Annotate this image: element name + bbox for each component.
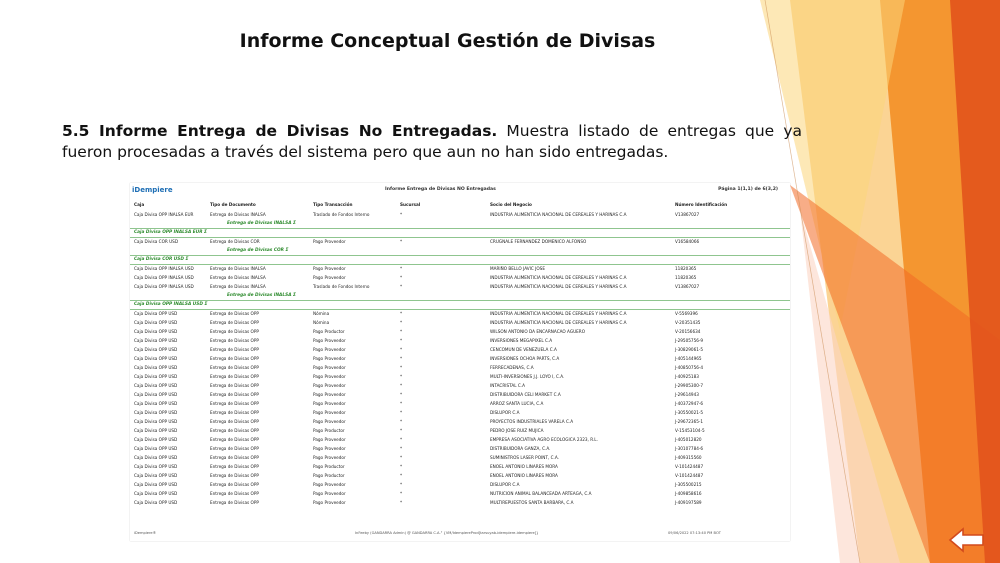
report-column-headers <box>130 202 790 210</box>
cell-transaccion: Pago Productor <box>313 473 345 478</box>
cell-transaccion: Traslado de Fondos Interno <box>313 284 370 289</box>
cell-caja: Caja Divisa OPP USD <box>134 464 178 469</box>
slide-title: Informe Conceptual Gestión de Divisas <box>239 30 656 52</box>
cell-tipo: Entrega de Divisas OPP <box>210 410 259 415</box>
report-footer <box>130 531 790 537</box>
cell-sucursal: * <box>400 410 403 415</box>
cell-caja: Caja Divisa OPP INALSA USD <box>134 266 194 271</box>
cell-sucursal: * <box>400 473 403 478</box>
group-divider <box>130 237 790 238</box>
cell-tipo: Entrega de Divisas OPP <box>210 437 259 442</box>
cell-sucursal: * <box>400 284 403 289</box>
cell-numero: J-40372947-6 <box>675 401 704 406</box>
column-header-caja: Caja <box>134 202 145 207</box>
cell-caja: Caja Divisa OPP USD <box>134 356 178 361</box>
table-row <box>130 356 790 365</box>
cell-caja: Caja Divisa COR USD <box>134 239 179 244</box>
cell-sucursal: * <box>400 392 403 397</box>
cell-transaccion: Pago Proveedor <box>313 500 346 505</box>
cell-sucursal: * <box>400 365 403 370</box>
cell-transaccion: Pago Proveedor <box>313 437 346 442</box>
cell-numero: V16584066 <box>675 239 700 244</box>
report-rows <box>130 212 790 509</box>
group-divider <box>130 228 790 229</box>
cell-tipo: Entrega de Divisas OPP <box>210 356 259 361</box>
report-header <box>130 186 790 198</box>
cell-tipo: Entrega de Divisas INALSA <box>210 266 266 271</box>
cell-transaccion: Pago Proveedor <box>313 356 346 361</box>
cell-numero: J-405144965 <box>675 356 702 361</box>
cell-sucursal: * <box>400 356 403 361</box>
table-row <box>130 311 790 320</box>
cell-socio: PROYECTOS INDUSTRIALES VARELA C.A <box>490 419 574 424</box>
footer-right: 09/06/2022 07:13:40 PM BOT <box>668 531 721 535</box>
cell-caja: Caja Divisa OPP USD <box>134 365 178 370</box>
cell-caja: Caja Divisa OPP USD <box>134 428 178 433</box>
cell-caja: Caja Divisa OPP INALSA USD <box>134 275 194 280</box>
cell-socio: INDUSTRIA ALIMENTICIA NACIONAL DE CEREALES Y HARINAS C.A <box>490 275 627 280</box>
table-row <box>130 491 790 500</box>
cell-socio: MULTI-INVERSIONES J.J. LOYO I, C.A. <box>490 374 565 379</box>
cell-numero: J-40850756-4 <box>675 365 704 370</box>
cell-socio: PEDRO JOSE RUIZ MUJICA <box>490 428 544 433</box>
cell-tipo: Entrega de Divisas INALSA <box>210 284 266 289</box>
cell-sucursal: * <box>400 212 403 217</box>
cell-numero: J-29905300-7 <box>675 383 704 388</box>
cell-transaccion: Pago Proveedor <box>313 392 346 397</box>
table-row <box>130 455 790 464</box>
cell-tipo: Entrega de Divisas OPP <box>210 419 259 424</box>
cell-numero: J-30829061-5 <box>675 347 704 352</box>
cell-transaccion: Pago Proveedor <box>313 410 346 415</box>
cell-numero: V-101424487 <box>675 473 704 478</box>
table-row <box>130 473 790 482</box>
cell-numero: V-101424487 <box>675 464 704 469</box>
cell-numero: J-305500215 <box>675 482 702 487</box>
cell-caja: Caja Divisa OPP USD <box>134 311 178 316</box>
cell-caja: Caja Divisa OPP USD <box>134 320 178 325</box>
footer-center: InFeeby (GANDARRA Admin) @ GANDARRA C.A.° {VM/IdempiereProd[tarsuyab-idempiere-idempiere]} <box>355 531 539 535</box>
cell-transaccion: Pago Proveedor <box>313 347 346 352</box>
cell-transaccion: Pago Proveedor <box>313 446 346 451</box>
cell-numero: V-5569396 <box>675 311 698 316</box>
cell-tipo: Entrega de Divisas OPP <box>210 347 259 352</box>
cell-transaccion: Pago Proveedor <box>313 239 346 244</box>
cell-caja: Caja Divisa OPP USD <box>134 329 178 334</box>
table-row <box>130 266 790 275</box>
report-logo: iDempiere <box>132 186 173 194</box>
cell-transaccion: Pago Proveedor <box>313 419 346 424</box>
cell-sucursal: * <box>400 266 403 271</box>
cell-sucursal: * <box>400 464 403 469</box>
cell-caja: Caja Divisa OPP INALSA EUR <box>134 212 194 217</box>
cell-sucursal: * <box>400 239 403 244</box>
cell-numero: V-20351435 <box>675 320 701 325</box>
cell-tipo: Entrega de Divisas INALSA <box>210 275 266 280</box>
cell-caja: Caja Divisa OPP USD <box>134 392 178 397</box>
table-row <box>130 212 790 221</box>
cell-transaccion: Nómina <box>313 311 330 316</box>
cell-numero: J-30550021-5 <box>675 410 704 415</box>
cell-tipo: Entrega de Divisas OPP <box>210 383 259 388</box>
cell-caja: Caja Divisa OPP USD <box>134 374 178 379</box>
group-divider <box>130 255 790 256</box>
cell-sucursal: * <box>400 419 403 424</box>
cell-socio: INDUSTRIA ALIMENTICIA NACIONAL DE CEREALES Y HARINAS C.A <box>490 284 627 289</box>
table-row <box>130 500 790 509</box>
cell-socio: ENOEL ANTONIO LINARES MORA <box>490 464 558 469</box>
cell-sucursal: * <box>400 347 403 352</box>
cell-sucursal: * <box>400 401 403 406</box>
cell-sucursal: * <box>400 437 403 442</box>
cell-numero: J-30107784-6 <box>675 446 704 451</box>
cell-transaccion: Pago Proveedor <box>313 374 346 379</box>
section-heading: 5.5 Informe Entrega de Divisas No Entregadas. <box>62 122 498 140</box>
cell-caja: Caja Divisa OPP USD <box>134 446 178 451</box>
cell-socio: DISTRIBUIDORA GANZA, C.A. <box>490 446 551 451</box>
column-header-tipo: Tipo de Documento <box>210 202 256 207</box>
cell-socio: INDUSTRIA ALIMENTICIA NACIONAL DE CEREALES Y HARINAS C.A <box>490 320 627 325</box>
column-header-transaccion: Tipo Transacción <box>313 202 353 207</box>
table-row <box>130 410 790 419</box>
cell-caja: Caja Divisa OPP USD <box>134 383 178 388</box>
cell-socio: CENCOMUN DE VENEZUELA C.A <box>490 347 557 352</box>
cell-socio: SUMINISTROS LASER POINT, C.A. <box>490 455 559 460</box>
table-row <box>130 275 790 284</box>
cell-socio: INVERSIONES MEGAPIXEL C.A <box>490 338 553 343</box>
cell-transaccion: Pago Proveedor <box>313 338 346 343</box>
cell-tipo: Entrega de Divisas OPP <box>210 338 259 343</box>
cell-tipo: Entrega de Divisas OPP <box>210 473 259 478</box>
cell-tipo: Entrega de Divisas OPP <box>210 464 259 469</box>
cell-transaccion: Pago Proveedor <box>313 275 346 280</box>
table-row <box>130 329 790 338</box>
cell-numero: J-29614943 <box>675 392 699 397</box>
cell-transaccion: Pago Proveedor <box>313 383 346 388</box>
report-group-row <box>130 257 790 266</box>
table-row <box>130 239 790 248</box>
group-label: Caja Divisa OPP INALSA USD Σ <box>134 302 208 307</box>
report-group-row <box>130 248 790 257</box>
cell-tipo: Entrega de Divisas COR <box>210 239 260 244</box>
cell-sucursal: * <box>400 329 403 334</box>
cell-numero: V13867027 <box>675 284 700 289</box>
cell-socio: DISTRIBUIDORA CELI MARKET C.A <box>490 392 561 397</box>
cell-tipo: Entrega de Divisas OPP <box>210 491 259 496</box>
cell-numero: J-409197589 <box>675 500 702 505</box>
cell-transaccion: Pago Proveedor <box>313 365 346 370</box>
cell-caja: Caja Divisa OPP USD <box>134 419 178 424</box>
cell-sucursal: * <box>400 455 403 460</box>
cell-numero: V-15453104-5 <box>675 428 705 433</box>
table-row <box>130 365 790 374</box>
table-row <box>130 338 790 347</box>
column-header-numero: Número Identificación <box>675 202 728 207</box>
cell-tipo: Entrega de Divisas OPP <box>210 455 259 460</box>
cell-sucursal: * <box>400 482 403 487</box>
cell-socio: INVERSIONES OCHOA PARTS, C.A <box>490 356 560 361</box>
table-row <box>130 320 790 329</box>
cell-sucursal: * <box>400 491 403 496</box>
cell-transaccion: Pago Proveedor <box>313 266 346 271</box>
cell-socio: INTACRISTAL C.A <box>490 383 525 388</box>
column-header-sucursal: Sucursal <box>400 202 421 207</box>
cell-socio: ENOEL ANTONIO LINARES MORA <box>490 473 558 478</box>
footer-left: iDempiere® <box>134 531 157 535</box>
report-page-indicator: Página 1(1,1) de 6(3,2) <box>718 187 778 192</box>
cell-tipo: Entrega de Divisas OPP <box>210 500 259 505</box>
cell-socio: MARIÑO BELLO JAVIC JOSE <box>490 266 545 271</box>
cell-numero: 11820365 <box>675 275 697 280</box>
cell-caja: Caja Divisa OPP USD <box>134 455 178 460</box>
report-screenshot <box>130 183 790 541</box>
cell-caja: Caja Divisa OPP USD <box>134 401 178 406</box>
table-row <box>130 401 790 410</box>
cell-socio: FERRECADENAS, C.A <box>490 365 534 370</box>
cell-caja: Caja Divisa OPP USD <box>134 347 178 352</box>
cell-transaccion: Pago Proveedor <box>313 491 346 496</box>
group-divider <box>130 309 790 310</box>
table-row <box>130 347 790 356</box>
table-row <box>130 437 790 446</box>
cell-caja: Caja Divisa OPP INALSA USD <box>134 284 194 289</box>
cell-tipo: Entrega de Divisas OPP <box>210 365 259 370</box>
column-header-socio: Socio del Negocio <box>490 202 532 207</box>
cell-sucursal: * <box>400 428 403 433</box>
section-body: Muestra listado de entregas que ya fueron procesadas a través del sistema pero que aun no han sido entregadas. <box>62 122 802 161</box>
cell-sucursal: * <box>400 320 403 325</box>
table-row <box>130 392 790 401</box>
back-arrow-icon[interactable] <box>948 526 986 554</box>
table-row <box>130 464 790 473</box>
report-group-row <box>130 293 790 302</box>
cell-caja: Caja Divisa OPP USD <box>134 473 178 478</box>
cell-numero: V-20156634 <box>675 329 701 334</box>
cell-tipo: Entrega de Divisas OPP <box>210 428 259 433</box>
group-label: Entrega de Divisas COR Σ <box>227 248 289 253</box>
cell-sucursal: * <box>400 311 403 316</box>
cell-numero: J-40925183 <box>675 374 699 379</box>
cell-tipo: Entrega de Divisas OPP <box>210 446 259 451</box>
cell-tipo: Entrega de Divisas INALSA <box>210 212 266 217</box>
group-label: Entrega de Divisas INALSA Σ <box>227 293 296 298</box>
cell-sucursal: * <box>400 338 403 343</box>
cell-numero: J-405012820 <box>675 437 702 442</box>
cell-sucursal: * <box>400 374 403 379</box>
cell-socio: EMPRESA ASOCIATIVA AGRO ECOLOGICA 2323, R.L. <box>490 437 598 442</box>
cell-transaccion: Pago Productor <box>313 329 345 334</box>
cell-tipo: Entrega de Divisas OPP <box>210 311 259 316</box>
cell-socio: DISLUPOR C.A <box>490 410 520 415</box>
cell-caja: Caja Divisa OPP USD <box>134 482 178 487</box>
cell-transaccion: Pago Productor <box>313 428 345 433</box>
table-row <box>130 284 790 293</box>
cell-socio: NUTRICION ANIMAL BALANCEADA ARTEAGA, C.A <box>490 491 592 496</box>
cell-caja: Caja Divisa OPP USD <box>134 491 178 496</box>
cell-transaccion: Traslado de Fondos Interno <box>313 212 370 217</box>
group-label: Entrega de Divisas INALSA Σ <box>227 221 296 226</box>
cell-socio: INDUSTRIA ALIMENTICIA NACIONAL DE CEREALES Y HARINAS C.A <box>490 311 627 316</box>
slide-paragraph <box>62 121 802 163</box>
table-row <box>130 446 790 455</box>
cell-caja: Caja Divisa OPP USD <box>134 437 178 442</box>
group-divider <box>130 264 790 265</box>
cell-transaccion: Pago Productor <box>313 464 345 469</box>
cell-transaccion: Pago Proveedor <box>313 401 346 406</box>
cell-transaccion: Nómina <box>313 320 330 325</box>
cell-socio: ARROZ SANTA LUCIA, C.A <box>490 401 544 406</box>
cell-numero: 11820365 <box>675 266 697 271</box>
cell-caja: Caja Divisa OPP USD <box>134 338 178 343</box>
group-divider <box>130 300 790 301</box>
group-label: Caja Divisa COR USD Σ <box>134 257 189 262</box>
cell-numero: V13867027 <box>675 212 700 217</box>
cell-tipo: Entrega de Divisas OPP <box>210 401 259 406</box>
cell-tipo: Entrega de Divisas OPP <box>210 392 259 397</box>
cell-socio: CRUGNALE FERNANDEZ DOMENICO ALFONSO <box>490 239 587 244</box>
cell-numero: J-29505756-9 <box>675 338 704 343</box>
report-group-row <box>130 230 790 239</box>
table-row <box>130 428 790 437</box>
cell-socio: WILSON ANTONIO DA ENCARNACAO AGUERO <box>490 329 586 334</box>
cell-sucursal: * <box>400 446 403 451</box>
cell-sucursal: * <box>400 275 403 280</box>
table-row <box>130 374 790 383</box>
cell-numero: J-409315560 <box>675 455 702 460</box>
report-group-row <box>130 302 790 311</box>
cell-transaccion: Pago Proveedor <box>313 482 346 487</box>
cell-caja: Caja Divisa OPP USD <box>134 410 178 415</box>
cell-socio: DISLUPOR C.A <box>490 482 520 487</box>
cell-tipo: Entrega de Divisas OPP <box>210 329 259 334</box>
report-title: Informe Entrega de Divisas NO Entregadas <box>385 187 496 192</box>
cell-tipo: Entrega de Divisas OPP <box>210 482 259 487</box>
cell-caja: Caja Divisa OPP USD <box>134 500 178 505</box>
table-row <box>130 383 790 392</box>
table-row <box>130 482 790 491</box>
cell-socio: MULTIREPUESTOS SANTA BARBARA, C.A <box>490 500 574 505</box>
cell-numero: J-29672365-1 <box>675 419 704 424</box>
cell-sucursal: * <box>400 500 403 505</box>
cell-transaccion: Pago Proveedor <box>313 455 346 460</box>
cell-tipo: Entrega de Divisas OPP <box>210 374 259 379</box>
report-group-row <box>130 221 790 230</box>
cell-socio: INDUSTRIA ALIMENTICIA NACIONAL DE CEREALES Y HARINAS C.A <box>490 212 627 217</box>
cell-tipo: Entrega de Divisas OPP <box>210 320 259 325</box>
cell-sucursal: * <box>400 383 403 388</box>
cell-numero: J-409858616 <box>675 491 702 496</box>
table-row <box>130 419 790 428</box>
group-label: Caja Divisa OPP INALSA EUR Σ <box>134 230 207 235</box>
